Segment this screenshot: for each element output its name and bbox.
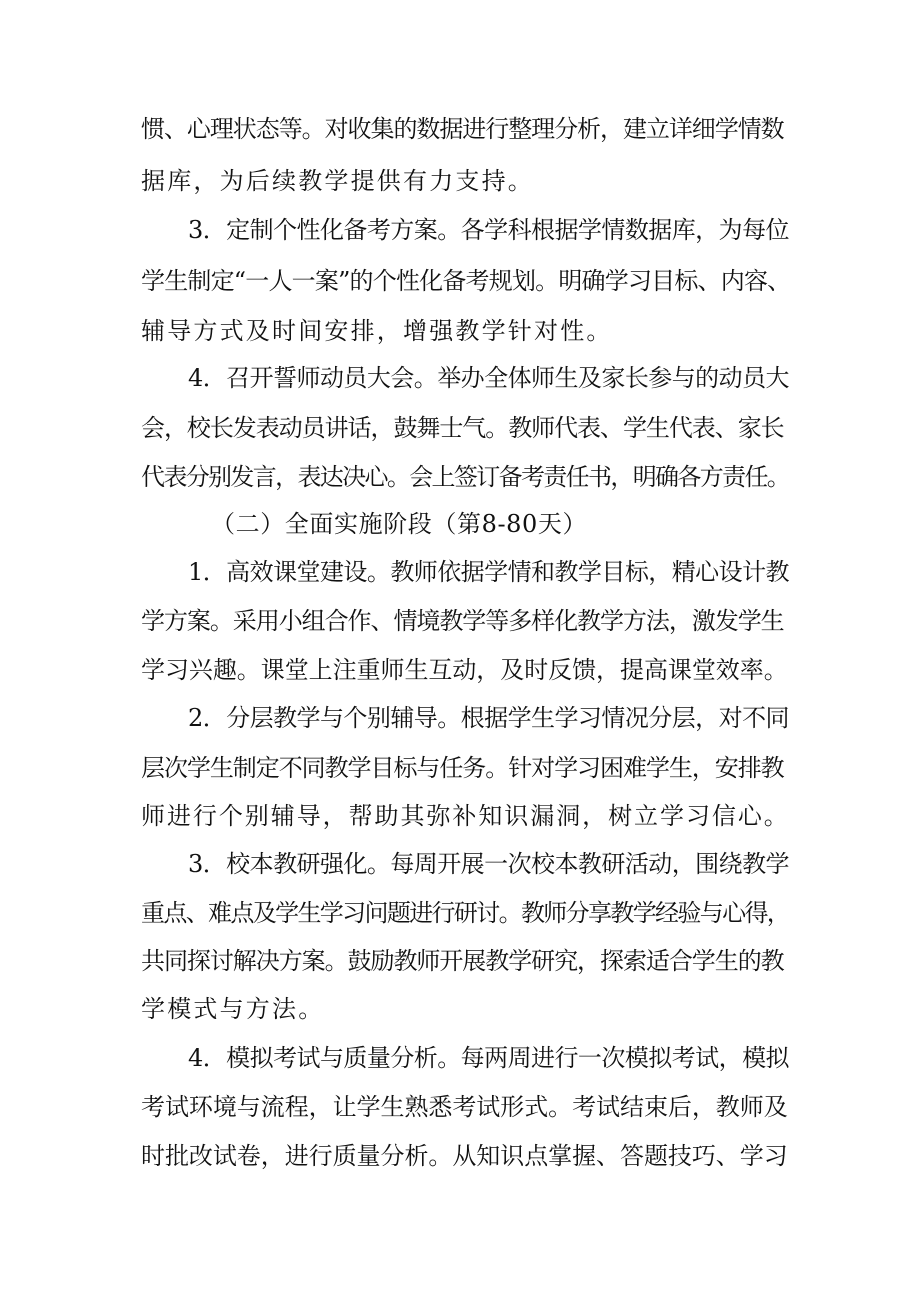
text-line: 重点、难点及学生学习问题进行研讨。教师分享教学经验与心得， (141, 899, 790, 927)
text-line: 师进行个别辅导，帮助其弥补知识漏洞，树立学习信心。 (141, 802, 790, 830)
text-line: 辅导方式及时间安排，增强教学针对性。 (141, 317, 613, 345)
text-line: 学生制定“一人一案”的个性化备考规划。明确学习目标、内容、 (141, 267, 791, 295)
text-line: 层次学生制定不同教学目标与任务。针对学习困难学生，安排教 (141, 754, 784, 782)
text-line: 代表分别发言，表达决心。会上签订备考责任书，明确各方责任。 (141, 463, 790, 491)
list-item-heading: 1．高效课堂建设。教师依据学情和教学目标，精心设计教 (188, 558, 789, 586)
list-item-heading: 3．定制个性化备考方案。各学科根据学情数据库，为每位 (188, 216, 789, 244)
text-line: 共同探讨解决方案。鼓励教师开展教学研究，探索适合学生的教 (141, 947, 784, 975)
text-line: 学习兴趣。课堂上注重师生互动，及时反馈，提高课堂效率。 (141, 656, 788, 684)
section-heading: （二）全面实施阶段（第8-80天） (211, 510, 588, 538)
text-line: 据库，为后续教学提供有力支持。 (141, 167, 534, 195)
list-item-heading: 3．校本教研强化。每周开展一次校本教研活动，围绕教学 (188, 850, 789, 878)
text-line: 会，校长发表动员讲话，鼓舞士气。教师代表、学生代表、家长 (141, 414, 784, 442)
text-line: 考试环境与流程，让学生熟悉考试形式。考试结束后，教师及 (141, 1093, 788, 1121)
list-item-heading: 2．分层教学与个别辅导。根据学生学习情况分层，对不同 (188, 704, 789, 732)
list-item-heading: 4．模拟考试与质量分析。每两周进行一次模拟考试，模拟 (188, 1044, 789, 1072)
text-line: 学模式与方法。 (141, 995, 325, 1023)
list-item-heading: 4．召开誓师动员大会。举办全体师生及家长参与的动员大 (188, 364, 789, 392)
text-line: 学方案。采用小组合作、情境教学等多样化教学方法，激发学生 (141, 607, 784, 635)
text-line: 时批改试卷，进行质量分析。从知识点掌握、答题技巧、学习 (141, 1142, 788, 1170)
text-line: 惯、心理状态等。对收集的数据进行整理分析，建立详细学情数 (141, 115, 784, 143)
